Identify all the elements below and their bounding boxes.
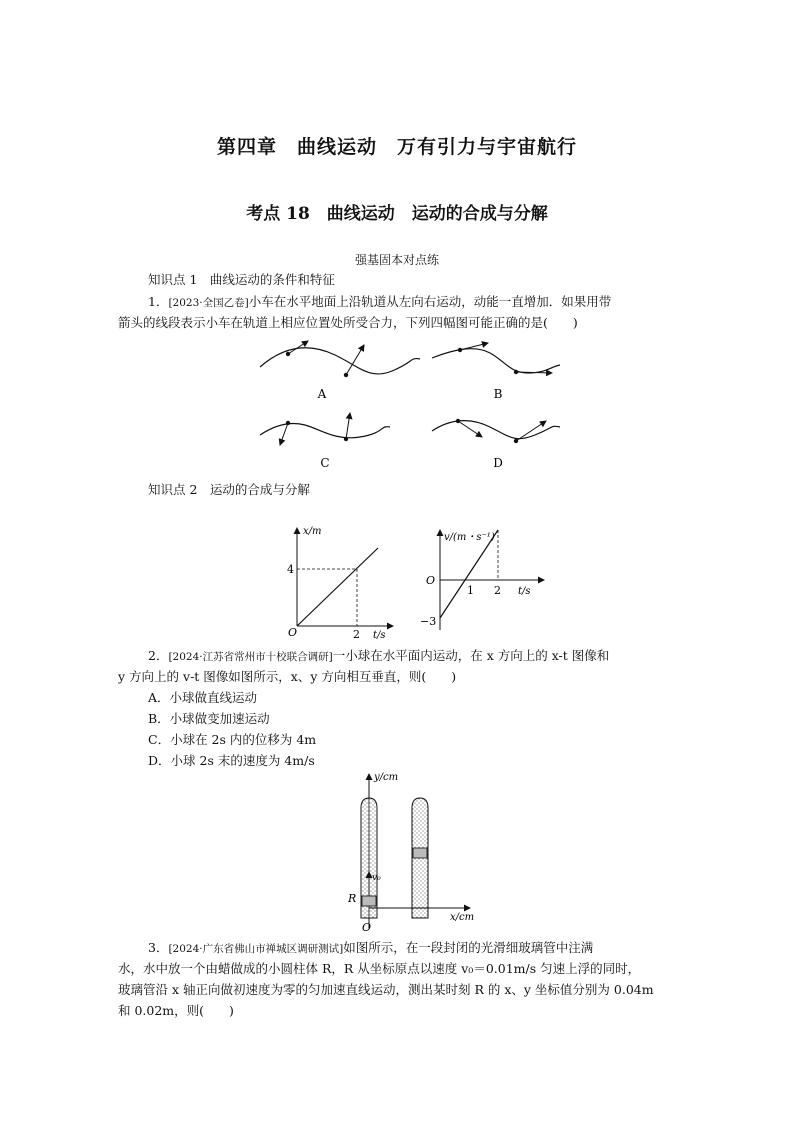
section-title: 考点 18 曲线运动 运动的合成与分解: [246, 204, 548, 224]
question-2-option-b: B．小球做变加速运动: [148, 711, 270, 726]
question-3-source: [2024·广东省佛山市禅城区调研测试]: [168, 943, 344, 955]
question-3-text: 如图所示，在一段封闭的光滑细玻璃管中注满: [343, 940, 594, 955]
figure-a: [260, 341, 420, 377]
x-t-ytick: 4: [287, 563, 294, 576]
x-t-line: [297, 548, 378, 626]
figure-b-label: B: [493, 387, 503, 401]
x-t-xtick: 2: [353, 628, 360, 641]
question-2-text: 一小球在水平面内运动，在 x 方向上的 x-t 图像和: [332, 648, 610, 663]
glass-tube-figure: [340, 768, 480, 938]
tube-xlabel: x/cm: [450, 912, 475, 923]
figure-b: [432, 343, 560, 374]
x-t-graph: [283, 520, 398, 640]
question-1-line-2: 箭头的线段表示小车在轨道上相应位置处所受合力，下列四幅图可能正确的是( ): [118, 315, 578, 330]
question-3-line-2: 水，水中放一个由蜡做成的小圆柱体 R，R 从坐标原点以速度 v₀＝0.01m/s 匀速上浮的同时，: [118, 961, 641, 976]
question-2-source: [2024·江苏省常州市十校联合调研]: [168, 651, 333, 663]
figure-c-label: C: [320, 456, 330, 470]
chapter-title: 第四章 曲线运动 万有引力与宇宙航行: [216, 136, 577, 158]
question-2-option-a: A．小球做直线运动: [148, 690, 258, 705]
v-t-graph: [418, 528, 548, 633]
question-1-source: [2023·全国乙卷]: [168, 297, 249, 309]
question-3-line-3: 玻璃管沿 x 轴正向做初速度为零的匀加速直线运动，测出某时刻 R 的 x、y 坐标值分别为 0.04m: [118, 982, 654, 997]
question-1-line-1: [148, 292, 611, 313]
v-t-origin: O: [426, 574, 436, 587]
practice-title: 强基固本对点练: [354, 253, 439, 267]
v-t-xtick-2: 2: [494, 584, 501, 597]
question-2-option-c: C．小球在 2s 内的位移为 4m: [148, 732, 317, 747]
v-t-line: [440, 530, 498, 618]
tube-ylabel: y/cm: [374, 772, 399, 783]
question-2-number: 2．: [148, 648, 169, 663]
knowledge-point-1: 知识点 1 曲线运动的条件和特征: [148, 272, 335, 287]
question-1-figures: [250, 335, 570, 470]
v-t-xlabel: t/s: [518, 586, 531, 597]
x-t-ylabel: x/m: [303, 526, 322, 537]
figure-c: [260, 413, 390, 445]
figure-d: [432, 419, 560, 443]
question-1-number: 1．: [148, 294, 169, 309]
wax-cylinder-r: [362, 896, 376, 906]
figure-a-label: A: [317, 387, 327, 401]
question-3-number: 3．: [148, 940, 169, 955]
v-t-ylabel: v/(m・s⁻¹): [444, 532, 495, 543]
v0-label: v₀: [372, 873, 381, 883]
question-3-line-1: [148, 938, 593, 959]
question-3-line-4: 和 0.02m，则( ): [118, 1003, 234, 1018]
v-t-xtick-1: 1: [467, 584, 474, 597]
r-label: R: [348, 892, 357, 905]
question-1-text: 小车在水平地面上沿轨道从左向右运动，动能一直增加．如果用带: [248, 294, 612, 309]
question-2-line-2: y 方向上的 v-t 图像如图所示，x、y 方向相互垂直，则( ): [118, 669, 457, 684]
x-t-origin: O: [288, 626, 298, 639]
question-2-line-1: [148, 646, 609, 667]
figure-d-label: D: [493, 456, 503, 470]
tube-origin: O: [362, 921, 372, 934]
knowledge-point-2: 知识点 2 运动的合成与分解: [148, 482, 310, 497]
question-2-option-d: D．小球 2s 末的速度为 4m/s: [148, 753, 315, 768]
v-t-ytick: −3: [420, 615, 437, 628]
x-t-xlabel: t/s: [373, 630, 386, 641]
